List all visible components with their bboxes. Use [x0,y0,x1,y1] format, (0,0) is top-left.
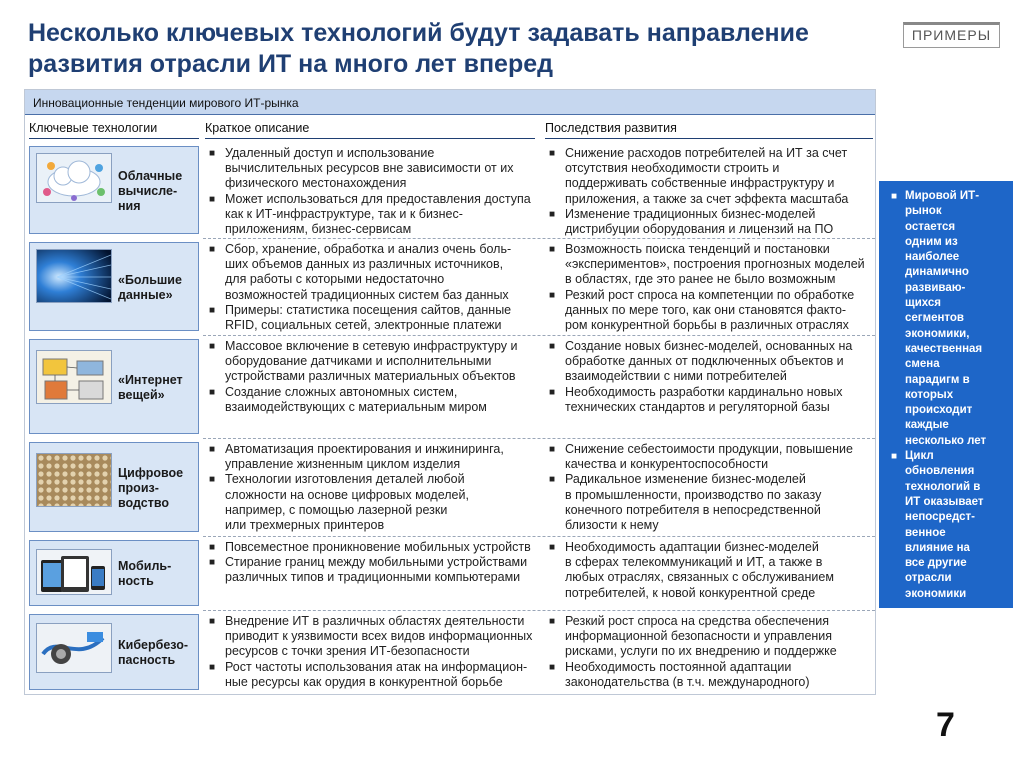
bullet-marker: ■ [549,341,556,352]
bullet-text-line: Удаленный доступ и использование [225,146,435,160]
tech-name [118,169,194,214]
bullet-item [207,242,543,303]
bullet-item [547,339,879,385]
bullet-text-line: Резкий рост спроса на средства обеспечения [565,614,830,628]
bullet-text-line: отрасли [905,572,952,585]
bullet-text-line: ром конкурентной борьбы в различных отраслях [565,318,849,333]
bullet-text-line: Возможность поиска тенденций и постановки [565,242,830,256]
bullet-marker: ■ [209,474,216,486]
bullet-text-line: наиболее [905,251,960,264]
bullet-text-line: Сбор, хранение, обработка и анализ очень боль- [225,242,512,256]
bullet-text-line: Внедрение ИТ в различных областях деятельности [225,614,525,628]
bullet-text-line: данных по мере того, как они становятся факто- [565,302,847,317]
bullet-text-line: как к ИТ-инфраструктуре, так и к бизнес- [225,206,463,221]
tech-name-line: пасность [118,653,176,667]
bullet-item [207,303,543,333]
description-cell [207,146,543,237]
bullet-marker: ■ [209,557,216,569]
bullet-text-line: Может использоваться для предоставления доступа [225,191,531,206]
bullet-text-line: Массовое включение в сетевую инфраструктуру и [225,339,518,353]
tech-thumbnail [36,350,112,404]
tech-name-line: вычисле- [118,184,178,198]
bullet-text-line: рисками, услуги по их внедрению и поддержке [565,644,837,659]
tech-cell [29,442,199,532]
title-line: Несколько ключевых технологий будут задавать направление [28,19,809,47]
bullet-marker: ■ [209,661,216,673]
bullet-text-line: которых [905,388,954,401]
bullet-text-line: отсутствия необходимости строить и [565,161,780,176]
bullet-text-line: приводит к уязвимости всех видов информационных [225,629,533,644]
bullet-text-line: «экспериментов», построения прогнозных моделей [565,257,865,272]
bullet-text-line: оборудование датчиками и исполнительными [225,354,492,369]
row-separator [203,610,875,611]
tech-thumbnail [36,549,112,595]
bullet-text-line: Изменение традиционных бизнес-моделей [565,206,816,221]
consequences-cell [547,242,879,333]
bullet-item [547,242,879,288]
consequences-cell [547,614,879,690]
bullet-text-line: для работы с которыми недостаточно [225,272,445,287]
bullet-item [889,449,1005,602]
bullet-text-line: Примеры: статистика посещения сайтов, данные [225,302,512,317]
tech-name [118,273,194,303]
column-header-consequences: Последствия развития [545,121,873,139]
bullet-item [547,442,879,472]
bullet-text-line: щихся [905,297,941,310]
bullet-item [207,660,543,690]
bullet-text-line: Стирание границ между мобильными устройствами [225,555,528,570]
bullet-text-line: технологий в [905,480,981,493]
consequences-cell [547,540,879,601]
bullet-text-line: качественная [905,342,983,355]
title-line: развития отрасли ИТ на много лет вперед [28,50,553,78]
row-separator [203,536,875,537]
tech-name-line: вещей» [118,388,165,402]
bullet-marker: ■ [549,148,556,159]
bullet-marker: ■ [209,244,216,255]
bullet-marker: ■ [209,341,216,352]
bullet-text-line: Резкий рост спроса на компетенции по обработке [565,287,855,302]
bullet-text-line: управление жизненным циклом изделия [225,457,461,472]
tech-cell [29,146,199,234]
bullet-marker: ■ [209,304,216,316]
description-cell [207,339,543,415]
bullet-text-line: Необходимость адаптации бизнес-моделей [565,540,819,554]
table-header-band: Инновационные тенденции мирового ИТ-рынка [25,90,875,115]
bullet-marker: ■ [549,542,556,553]
page-number: 7 [936,706,955,744]
bullet-marker: ■ [209,148,216,159]
bullet-text-line: Технологии изготовления деталей любой [225,472,465,487]
bullet-marker: ■ [209,542,216,553]
tech-thumbnail [36,249,112,303]
bullet-item [889,189,1005,449]
bullet-marker: ■ [549,289,556,301]
tech-name-line: «Большие [118,273,182,287]
bullet-text-line: возможностей традиционных систем баз данных [225,287,509,302]
bullet-text-line: ные ресурсы как орудия в конкурентной борьбе [225,674,503,689]
bullet-text-line: поддерживать собственные инфраструктуру и [565,176,835,191]
bullet-text-line: или трехмерных принтеров [225,518,385,533]
tech-cell [29,540,199,606]
bullet-marker: ■ [891,451,898,463]
bullet-text-line: динамично [905,266,969,279]
bullet-text-line: ших объемов данных из различных источников, [225,257,504,272]
tech-name-line: Мобиль- [118,559,172,573]
summary-sidebar [879,181,1013,608]
bullet-text-line: Автоматизация проектирования и инжиниринга, [225,442,504,456]
bullet-item [207,472,543,533]
bullet-item [547,614,879,660]
tech-cell [29,242,199,331]
bullet-text-line: влияние на [905,541,970,554]
tech-thumbnail [36,623,112,673]
bullet-item [207,192,543,238]
bullet-text-line: остается [905,220,956,233]
bullet-item [207,385,543,415]
bullet-text-line: технических стандартов и регуляторной базы [565,399,830,414]
bullet-item [547,146,879,207]
tech-name-line: ность [118,574,154,588]
bullet-marker: ■ [549,244,556,255]
consequences-cell [547,442,879,533]
page-title [28,18,888,80]
bullet-item [207,614,543,660]
bullet-text-line: Цикл [905,450,934,463]
tech-name [118,559,194,589]
bullet-text-line: Снижение расходов потребителей на ИТ за счет [565,146,848,160]
bullet-item [547,660,879,690]
tech-name [118,373,194,403]
row-separator [203,238,875,239]
bullet-marker: ■ [549,661,556,673]
tech-name-line: Кибербезо- [118,638,188,652]
tech-name [118,638,194,668]
bullet-text-line: различных типов и традиционными компьютерами [225,570,521,585]
bullet-text-line: Рост частоты использования атак на информацион- [225,659,528,674]
bullet-item [547,207,879,237]
bullet-text-line: взаимодействующих с материальным миром [225,399,487,414]
bullet-text-line: происходит [905,404,973,417]
tech-name-line: Цифровое [118,466,184,480]
tech-name-line: данные» [118,288,173,302]
bullet-text-line: вычислительных ресурсов вне зависимости от их [225,161,514,176]
bullet-text-line: Создание новых бизнес-моделей, основанных на [565,339,853,353]
description-cell [207,242,543,333]
bullet-text-line: Необходимость постоянной адаптации [565,659,792,674]
bullet-item [207,555,543,585]
bullet-text-line: сложности на основе цифровых моделей, [225,487,469,502]
consequences-cell [547,339,879,415]
bullet-marker: ■ [549,616,556,627]
bullet-item [207,146,543,192]
bullet-text-line: конечного потребителя в непосредственной [565,502,821,517]
bullet-text-line: экономики, [905,327,970,340]
bullet-text-line: например, с помощью лазерной резки [225,502,448,517]
bullet-text-line: Повсеместное проникновение мобильных устройств [225,540,531,554]
description-cell [207,540,543,586]
bullet-item [207,540,543,555]
bullet-text-line: приложениям, бизнес-сервисам [225,222,412,237]
trends-table [24,89,876,695]
bullet-text-line: в сферах телекоммуникаций и ИТ, а также в [565,555,823,570]
row-separator [203,438,875,439]
bullet-item [207,442,543,472]
table-row [25,142,875,238]
bullet-text-line: ресурсов с точки зрения ИТ-безопасности [225,644,470,659]
bullet-marker: ■ [209,386,216,398]
bullet-text-line: информационной безопасности и управления [565,629,833,644]
bullet-item [547,385,879,415]
description-cell [207,442,543,533]
table-row [25,438,875,536]
bullet-text-line: каждые [905,419,949,432]
bullet-marker: ■ [209,444,216,455]
tech-thumbnail [36,453,112,507]
tech-name-line: «Интернет [118,373,183,387]
consequences-cell [547,146,879,237]
bullet-text-line: взаимодействии с ними потребителей [565,369,787,384]
bullet-text-line: непосредст- [905,511,975,524]
bullet-text-line: смена [905,358,940,371]
table-row [25,238,875,335]
bullet-text-line: Создание сложных автономных систем, [225,384,458,399]
tech-thumbnail [36,153,112,203]
bullet-text-line: близости к нему [565,518,659,533]
bullet-text-line: законодательства (в т.ч. международного) [565,674,810,689]
bullet-marker: ■ [549,208,556,220]
bullet-text-line: развиваю- [905,281,966,294]
bullet-item [547,472,879,533]
tech-cell [29,614,199,690]
bullet-text-line: обновления [905,465,975,478]
bullet-text-line: ИТ оказывает [905,495,984,508]
bullet-marker: ■ [549,474,556,486]
examples-badge: ПРИМЕРЫ [903,22,1000,48]
bullet-text-line: Радикальное изменение бизнес-моделей [565,472,806,487]
bullet-text-line: несколько лет [905,434,987,447]
column-header-description: Краткое описание [205,121,535,139]
bullet-text-line: одним из [905,235,958,248]
bullet-text-line: Снижение себестоимости продукции, повышение [565,442,853,456]
bullet-text-line: Необходимость разработки кардинально новых [565,384,843,399]
row-separator [203,335,875,336]
bullet-text-line: в областях, где это ранее не было возможным [565,272,836,287]
tech-name [118,466,194,511]
bullet-text-line: качества и конкурентоспособности [565,457,769,472]
bullet-item [547,288,879,334]
bullet-item [207,339,543,385]
tech-name-line: произ- [118,481,159,495]
tech-name-line: Облачные [118,169,183,183]
bullet-text-line: любых отраслях, связанных с обслуживанием [565,570,834,585]
tech-cell [29,339,199,434]
bullet-text-line: сегментов [905,312,965,325]
bullet-text-line: RFID, социальных сетей, электронные платежи [225,318,502,333]
bullet-text-line: экономики [905,587,967,600]
bullet-text-line: приложения, а также за счет эффекта масштаба [565,191,849,206]
bullet-text-line: венное [905,526,946,539]
bullet-text-line: в промышленности, производство по заказу [565,487,822,502]
bullet-text-line: Мировой ИТ- [905,190,980,202]
bullet-text-line: рынок [905,205,942,218]
bullet-marker: ■ [209,193,216,205]
description-cell [207,614,543,690]
bullet-text-line: устройствами различных материальных объектов [225,369,516,384]
bullet-marker: ■ [891,191,898,202]
bullet-item [547,540,879,601]
bullet-text-line: парадигм в [905,373,970,386]
bullet-text-line: потребителей, к новой конкурентной среде [565,585,816,600]
tech-name-line: ния [118,199,141,213]
table-row [25,536,875,610]
bullet-marker: ■ [549,444,556,455]
tech-name-line: водство [118,496,169,510]
bullet-text-line: обработке данных от подключенных объектов и [565,354,844,369]
column-header-technologies: Ключевые технологии [29,121,199,139]
bullet-marker: ■ [549,386,556,398]
bullet-text-line: все другие [905,557,967,570]
bullet-text-line: физического местонахождения [225,176,407,191]
bullet-text-line: дистрибуции оборудования и лицензий на ПО [565,222,834,237]
table-row [25,335,875,438]
bullet-marker: ■ [209,616,216,627]
table-row [25,610,875,694]
